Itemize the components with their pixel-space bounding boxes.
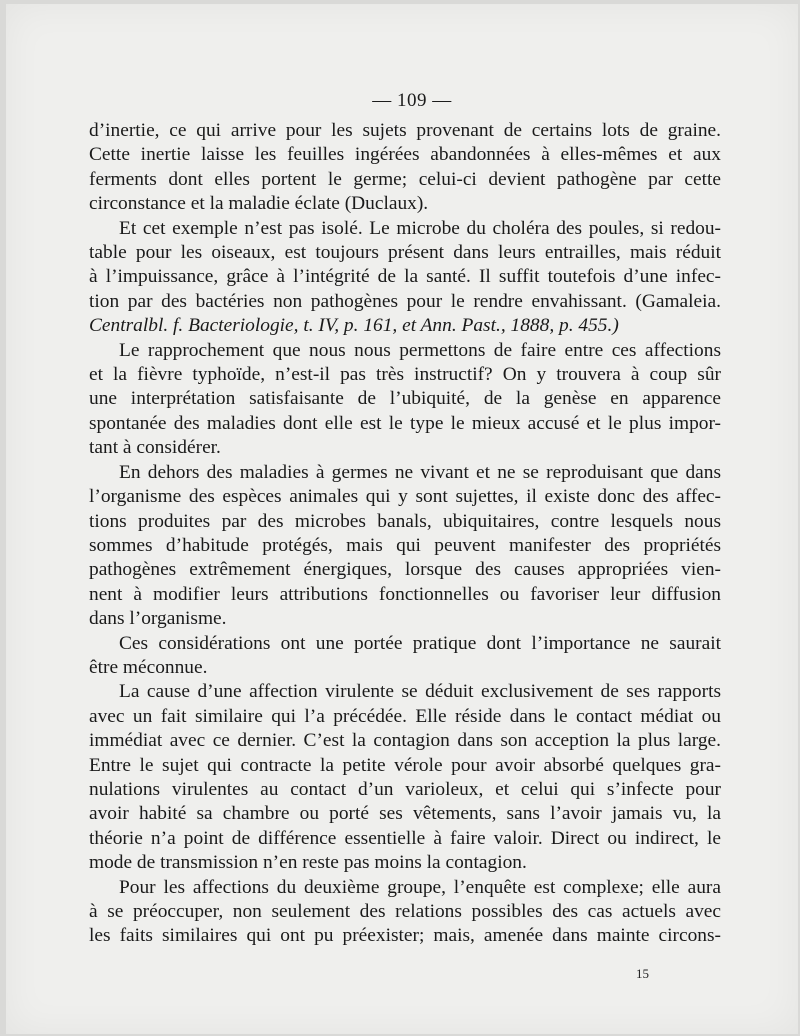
text-line: tions produites par des microbes banals, ubiquitaires, contre lesquels nous	[89, 510, 721, 532]
paragraph-4	[89, 461, 721, 632]
text-line: une interprétation satisfaisante de l’ubiquité, de la genèse en apparence	[89, 388, 721, 410]
text-line: tant à considérer.	[89, 437, 221, 459]
text-line: théorie n’a point de différence essentielle à faire valoir. Direct ou indirect, le	[89, 827, 721, 849]
text-line: Entre le sujet qui contracte la petite vérole pour avoir absorbé quelques gra-	[89, 754, 721, 776]
text-line: Pour les affections du deuxième groupe, l’enquête est complexe; elle aura	[119, 876, 721, 898]
paragraph-6	[89, 680, 721, 875]
text-line: à l’impuissance, grâce à l’intégrité de la santé. Il suffit toutefois d’une infec-	[89, 266, 721, 288]
text-line: d’inertie, ce qui arrive pour les sujets provenant de certains lots de graine.	[89, 120, 721, 141]
text-line: sommes d’habitude protégés, mais qui peuvent manifester des propriétés	[89, 534, 721, 556]
journal-citation: Centralbl. f. Bacteriologie, t. IV, p. 161, et Ann. Past., 1888, p. 455.)	[89, 315, 619, 337]
signature-mark: 15	[636, 966, 649, 981]
text-line: avec un fait similaire qui l’a précédée. Elle réside dans le contact médiat ou	[89, 705, 721, 727]
paragraph-3	[89, 339, 721, 461]
text-line: l’organisme des espèces animales qui y sont sujettes, il existe donc des affec-	[89, 486, 721, 508]
book-page	[6, 4, 798, 1034]
text-line: tion par des bactéries non pathogènes pour le rendre envahissant. (Gamaleia.	[89, 290, 721, 312]
text-line: et la fièvre typhoïde, n’est-il pas très instructif? On y trouvera à coup sûr	[89, 364, 721, 386]
text-line: En dehors des maladies à germes ne vivant et ne se reproduisant que dans	[119, 461, 721, 483]
text-line: nent à modifier leurs attributions fonctionnelles ou favoriser leur diffusion	[89, 583, 721, 605]
text-line: immédiat avec ce dernier. C’est la contagion dans son acception la plus large.	[89, 730, 721, 752]
text-line: dans l’organisme.	[89, 608, 227, 630]
text-line: Ces considérations ont une portée pratique dont l’importance ne saurait	[119, 632, 721, 654]
text-line: Cette inertie laisse les feuilles ingérées abandonnées à elles-mêmes et aux	[89, 144, 721, 166]
paragraph-5	[89, 632, 721, 681]
text-line: Et cet exemple n’est pas isolé. Le microbe du choléra des poules, si redou-	[119, 217, 721, 239]
text-line: table pour les oiseaux, est toujours présent dans leurs entrailles, mais réduit	[89, 242, 721, 264]
text-line: Le rapprochement que nous nous permettons de faire entre ces affections	[119, 339, 721, 361]
text-line: La cause d’une affection virulente se déduit exclusivement de ses rapports	[119, 681, 721, 703]
text-line: circonstance et la maladie éclate (Duclaux).	[89, 193, 429, 215]
paragraph-1	[89, 119, 721, 217]
text-line: être méconnue.	[89, 656, 208, 678]
text-line: mode de transmission n’en reste pas moins la contagion.	[89, 852, 527, 874]
paragraph-7	[89, 876, 721, 949]
text-line: les faits similaires qui ont pu préexister; mais, amenée dans mainte circons-	[89, 925, 721, 947]
text-line: spontanée des maladies dont elle est le type le mieux accusé et le plus impor-	[89, 412, 721, 434]
citation-line	[89, 314, 721, 338]
text-line: ferments dont elles portent le germe; celui-ci devient pathogène par cette	[89, 168, 721, 190]
text-line: nulations virulentes au contact d’un varioleux, et celui qui s’infecte pour	[89, 778, 721, 800]
page-number: — 109 —	[372, 90, 452, 111]
text-line: à se préoccuper, non seulement des relations possibles des cas actuels avec	[89, 901, 721, 922]
text-line: pathogènes extrêmement énergiques, lorsque des causes appropriées vien-	[89, 559, 721, 581]
text-line: avoir habité sa chambre ou porté ses vêtements, sans l’avoir jamais vu, la	[89, 803, 721, 825]
paragraph-2	[89, 217, 721, 339]
body-text	[89, 119, 721, 949]
